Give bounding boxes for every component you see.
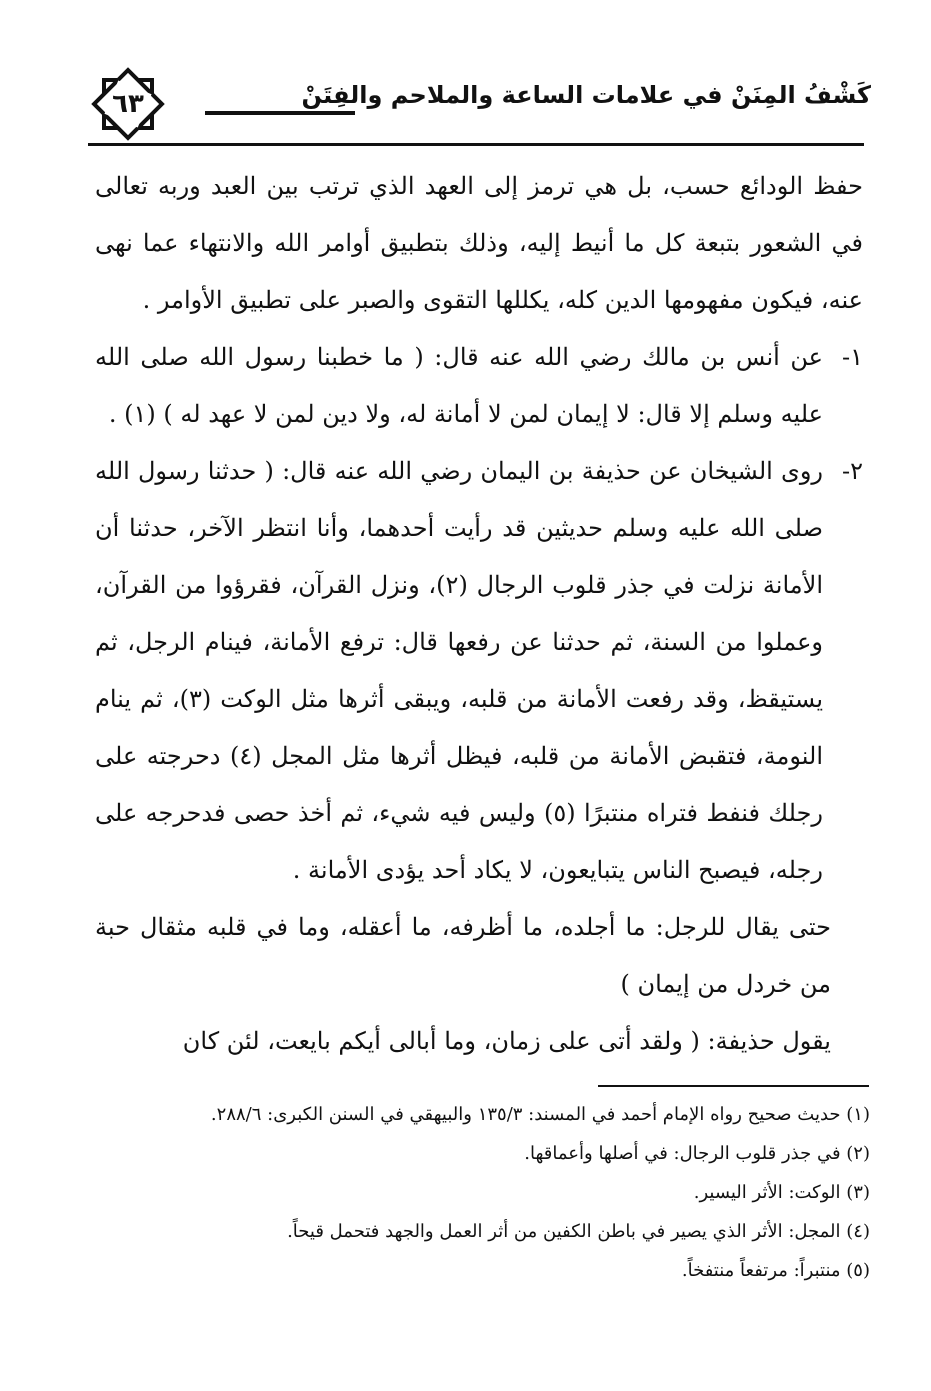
footnotes	[95, 1095, 870, 1290]
footnote-1: (١) حديث صحيح رواه الإمام أحمد في المسند: ١٣٥/٣ والبيهقي في السنن الكبرى: ٢٨٨/٦.	[210, 1104, 870, 1125]
list-item-2-text: روى الشيخان عن حذيفة بن اليمان رضي الله عنه قال: ( حدثنا رسول الله صلى الله عليه وسلم حديثين قد رأيت أحدهما، وأنا انتظر الآخر، حدثنا أن الأمانة نزلت في جذر قلوب الرجال (٢)، ونزل القرآن، فقرؤوا من القرآن، وعملوا من السنة، ثم حدثنا عن رفعها قال: ترفع الأمانة، فينام الرجل، ثم يستيقظ، وقد رفعت الأمانة من قلبه، ويبقى أثرها مثل الوكت (٣)، ثم ينام النومة، فتقبض الأمانة من قلبه، فيظل أثرها مثل المجل (٤) دحرجته على رجلك فنفط فتراه منتبرًا (٥) وليس فيه شيء، ثم أخذ حصى فدحرجه على رجله، فيصبح الناس يتبايعون، لا يكاد أحد يؤدى الأمانة .	[95, 457, 823, 884]
page-number-badge	[88, 64, 168, 144]
list-item-1	[95, 329, 863, 443]
header-dash-divider	[205, 111, 355, 115]
footnote-2: (٢) في جذر قلوب الرجال: في أصلها وأعماقها.	[524, 1143, 870, 1164]
list-item-2	[95, 443, 863, 899]
page-number: ٦٣	[112, 89, 144, 119]
paragraph-3: حتى يقال للرجل: ما أجلده، ما أظرفه، ما أعقله، وما في قلبه مثقال حبة من خردل من إيمان )	[95, 913, 831, 998]
footnote-4: (٤) المجل: الأثر الذي يصير في باطن الكفين من أثر العمل والجهد فتحمل قيحاً.	[287, 1221, 870, 1242]
list-item-2-number: ٢-	[842, 457, 863, 485]
list-item-1-text: عن أنس بن مالك رضي الله عنه قال: ( ما خطبنا رسول الله صلى الله عليه وسلم إلا قال: لا إيمان لمن لا أمانة له، ولا دين لمن لا عهد له ) (١) .	[95, 343, 823, 428]
footnote-3: (٣) الوكت: الأثر اليسير.	[693, 1182, 870, 1203]
main-text	[95, 158, 863, 1070]
footnote-5: (٥) منتبراً: مرتفعاً منتفخاً.	[681, 1260, 870, 1281]
list-item-1-number: ١-	[842, 343, 863, 371]
running-header-title: كَشْفُ المِنَنْ في علامات الساعة والملاحم والفِتَنْ	[301, 81, 871, 109]
header-rule	[88, 143, 864, 146]
footnote-separator	[598, 1085, 869, 1087]
paragraph-4: يقول حذيفة: ( ولقد أتى على زمان، وما أبالى أيكم بايعت، لئن كان	[182, 1027, 831, 1055]
intro-paragraph: حفظ الودائع حسب، بل هي ترمز إلى العهد الذي ترتب بين العبد وربه تعالى في الشعور بتبعة كل ما أنيط إليه، وذلك بتطبيق أوامر الله والانتهاء عما نهى عنه، فيكون مفهومها الدين كله، يكللها التقوى والصبر على تطبيق الأوامر .	[95, 172, 863, 314]
